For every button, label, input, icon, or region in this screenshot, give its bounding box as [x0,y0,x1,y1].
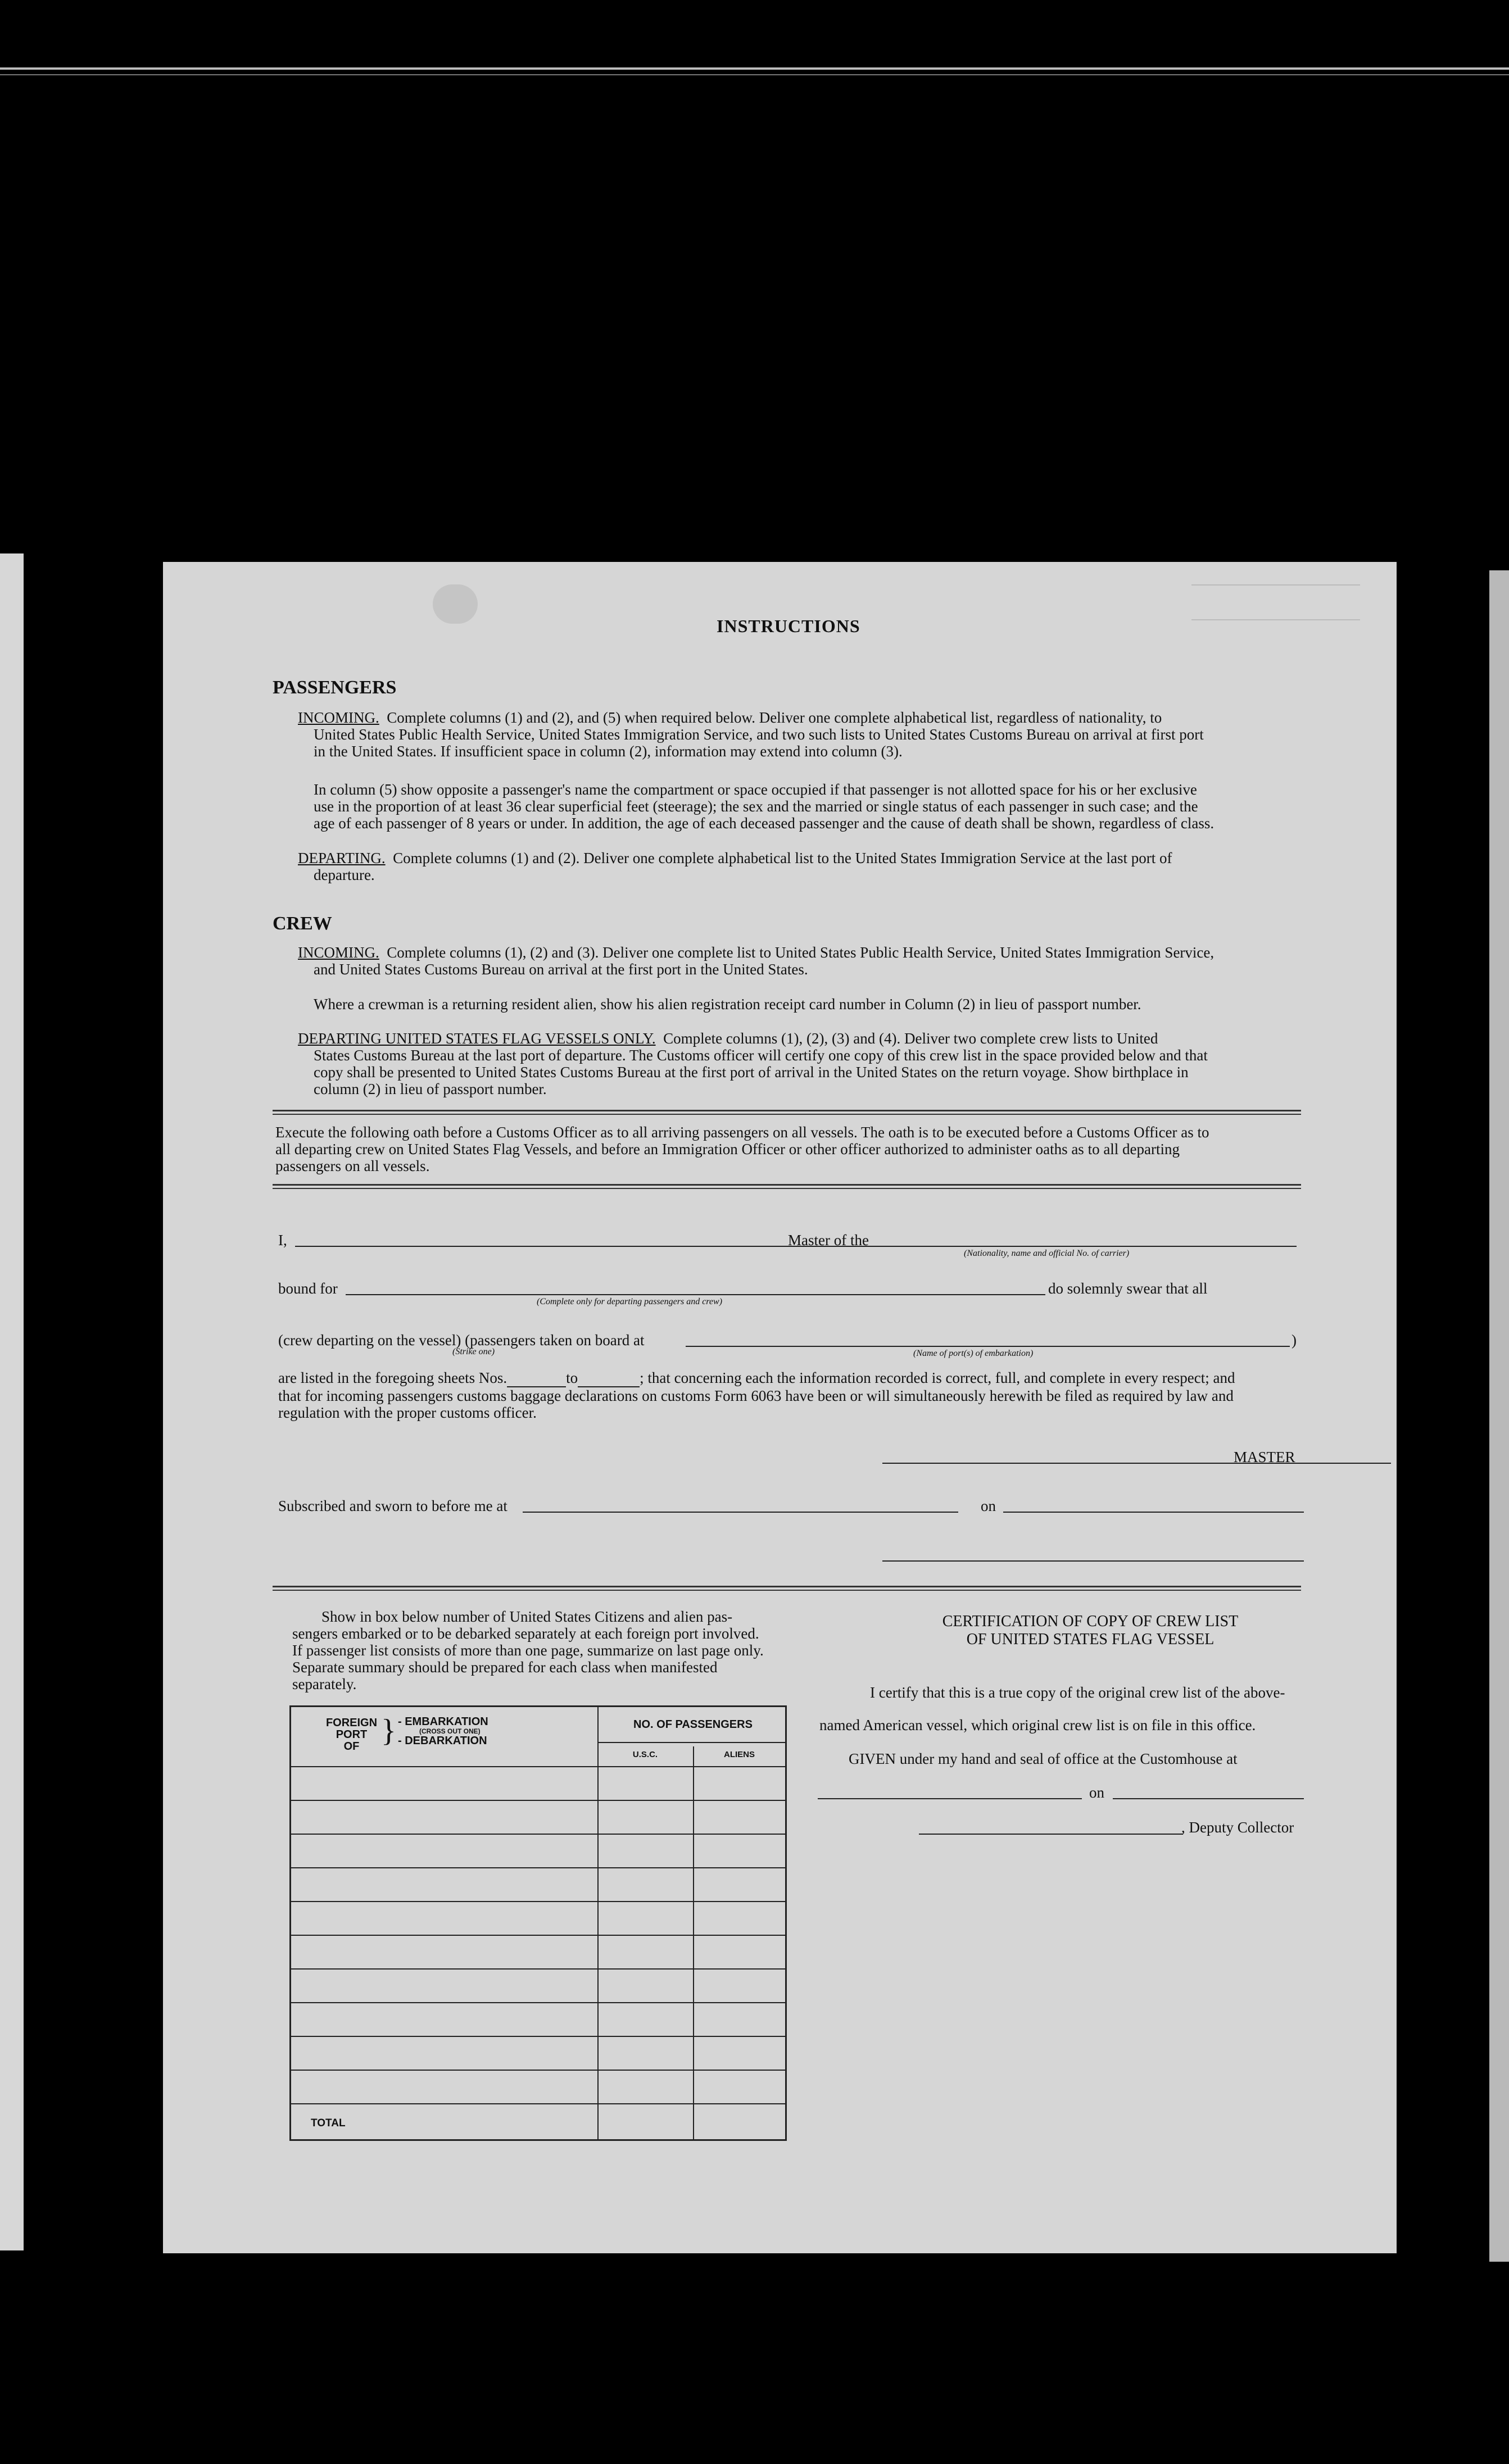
sworn-date-field[interactable] [1003,1512,1304,1513]
oath-intro-1: Execute the following oath before a Customs Officer as to all arriving passengers on all vessels. The oath is to be executed before a Customs Officer as to [275,1124,1209,1141]
table-subheader-divider [597,1742,785,1743]
oath-intro-3: passengers on all vessels. [275,1158,430,1174]
table-row-line [291,2103,785,2104]
oath-i-label: I, [278,1232,287,1249]
master-signature-line[interactable] [882,1463,1391,1464]
divider [273,1188,1301,1189]
sworn-place-field[interactable] [523,1512,958,1513]
crew-departing-text-3: copy shall be presented to United States Customs Bureau at the first port of arrival in the United States on the return voyage. Show birthplace in [314,1064,1189,1081]
strike-one-hint: (Strike one) [452,1347,495,1356]
deputy-collector-label: , Deputy Collector [1181,1819,1294,1836]
crew-departing-label: DEPARTING UNITED STATES FLAG VESSELS ONLY. [298,1030,656,1047]
certification-title [835,1613,1346,1649]
subscribed-label: Subscribed and sworn to before me at [278,1498,507,1514]
oath-intro-paragraph [275,1124,1304,1174]
summary-note-5: separately. [292,1676,357,1692]
table-col-divider [597,1707,599,2139]
crew-departing-paragraph [298,1030,1354,1097]
carrier-field[interactable] [881,1246,1297,1247]
passengers-heading: PASSENGERS [273,677,397,698]
customhouse-field[interactable] [818,1798,1082,1799]
cert-date-field[interactable] [1113,1798,1304,1799]
bleed-through-seal [433,584,478,624]
table-row-line [291,1935,785,1936]
debarkation-label: - DEBARKATION [398,1735,487,1747]
foreign-label: FOREIGN [325,1717,378,1729]
table-row-line [291,1834,785,1835]
table-row-line [291,1867,785,1868]
certify-line-2: named American vessel, which original crew list is on file in this office. [819,1717,1256,1734]
col5-text-2: use in the proportion of at least 36 clear superficial feet (steerage); the sex and the married or single status of each passenger in such case; and the [314,798,1198,815]
top-rule-secondary [0,74,1509,75]
table-col-divider [693,1746,694,2139]
foreign-port-header [325,1717,378,1753]
cert-on-label: on [1089,1784,1104,1801]
table-row-line [291,2002,785,2003]
document-page [163,562,1397,2253]
passengers-incoming-text-1: Complete columns (1) and (2), and (5) when required below. Deliver one complete alphabetical list, regardless of nationality, to [387,709,1162,726]
adjacent-page-edge-left [0,553,24,2250]
page-title: INSTRUCTIONS [717,616,860,636]
embark-debark-header [398,1716,488,1746]
table-row-line [291,1800,785,1801]
deputy-signature-field[interactable] [919,1834,1183,1835]
passengers-departing-text-1: Complete columns (1) and (2). Deliver one complete alphabetical list to the United States Immigration Service at the last port of [393,850,1172,866]
divider [273,1586,1301,1587]
crew-incoming-paragraph [298,944,1354,978]
crew-heading: CREW [273,913,332,934]
total-label: TOTAL [311,2117,346,2129]
listed-text: are listed in the foregoing sheets Nos. [278,1369,507,1386]
master-label: MASTER [1234,1449,1295,1465]
crew-incoming-text-2: and United States Customs Bureau on arrival at the first port in the United States. [314,961,808,978]
of-label: OF [343,1740,360,1753]
divider [273,1114,1301,1115]
embarkation-port-hint: (Name of port(s) of embarkation) [913,1349,1034,1358]
crew-incoming-text-1: Complete columns (1), (2) and (3). Deliver one complete list to United States Public Health Service, United States Immigration Service, [387,944,1215,961]
bleed-through-stamp [1191,584,1360,620]
carrier-hint: (Nationality, name and official No. of carrier) [964,1249,1130,1258]
on-label: on [981,1498,996,1514]
swear-text: do solemnly swear that all [1048,1280,1208,1297]
summary-note-4: Separate summary should be prepared for each class when manifested [292,1659,718,1676]
sheet-from-field[interactable] [507,1369,566,1387]
passengers-incoming-text-2: United States Public Health Service, United States Immigration Service, and two such lists to United States Customs Bureau on arrival at first port [314,726,1204,743]
divider [273,1110,1301,1111]
summary-note-2: sengers embarked or to be debarked separately at each foreign port involved. [292,1625,759,1642]
officer-signature-line[interactable] [882,1560,1304,1562]
oath-intro-2: all departing crew on United States Flag Vessels, and before an Immigration Officer or other officer authorized to administer oaths as to all departing [275,1141,1180,1158]
passengers-incoming-text-3: in the United States. If insufficient space in column (2), information may extend into column (3). [314,743,903,760]
table-header-divider [291,1766,785,1767]
aliens-header: ALIENS [723,1750,755,1759]
no-passengers-header: NO. OF PASSENGERS [633,1718,753,1731]
embarkation-label: - EMBARKATION [398,1716,488,1728]
divider [273,1184,1301,1186]
oath-line-3: regulation with the proper customs officer. [278,1404,537,1421]
to-text: to [566,1369,578,1386]
cross-out-label: (CROSS OUT ONE) [419,1727,481,1735]
port-label: PORT [336,1728,368,1741]
oath-statement [278,1369,1307,1421]
sheet-to-field[interactable] [578,1369,640,1387]
summary-note-3: If passenger list consists of more than one page, summarize on last page only. [292,1642,764,1659]
destination-field[interactable] [346,1294,1045,1295]
passengers-departing-text-2: departure. [314,866,375,883]
crew-incoming-label: INCOMING. [298,944,379,961]
crew-departing-text-2: States Customs Bureau at the last port of departure. The Customs officer will certify one copy of this crew list in the space provided below and that [314,1047,1208,1064]
master-of-label: Master of the [788,1232,869,1249]
passenger-summary-table [289,1705,787,2141]
summary-note-1: Show in box below number of United States Citizens and alien pas- [321,1608,733,1625]
table-row-line [291,1968,785,1970]
passengers-incoming-paragraph [298,709,1354,760]
certification-title-1: CERTIFICATION OF COPY OF CREW LIST [942,1613,1239,1630]
table-row-line [291,2070,785,2071]
bound-for-label: bound for [278,1280,338,1297]
brace-icon: } [381,1713,396,1748]
listed-rest-text: ; that concerning each the information recorded is correct, full, and complete in every respect; and [640,1369,1235,1386]
certify-line-3: GIVEN under my hand and seal of office at the Customhouse at [849,1750,1238,1767]
crew-resident-text: Where a crewman is a returning resident alien, show his alien registration receipt card number in Column (2) in lieu of passport number. [314,996,1141,1013]
passengers-departing-label: DEPARTING. [298,850,386,866]
passengers-incoming-label: INCOMING. [298,709,379,726]
divider [273,1590,1301,1591]
col5-text-3: age of each passenger of 8 years or under. In addition, the age of each deceased passenger and the cause of death shall be shown, regardless of class. [314,815,1215,832]
top-rule [0,67,1509,70]
passengers-departing-paragraph [298,850,1354,883]
col5-text-1: In column (5) show opposite a passenger's name the compartment or space occupied if that passenger is not allotted space for his or her exclusive [314,781,1197,798]
destination-hint: (Complete only for departing passengers and crew) [537,1297,723,1306]
oath-line-2: that for incoming passengers customs baggage declarations on customs Form 6063 have been or will simultaneously herewith be filed as required by law and [278,1387,1234,1404]
crew-departing-text-4: column (2) in lieu of passport number. [314,1081,547,1097]
close-paren: ) [1292,1332,1297,1349]
crew-departing-text-1: Complete columns (1), (2), (3) and (4). Deliver two complete crew lists to United [663,1030,1158,1047]
summary-note [292,1608,792,1692]
crew-passengers-text: (crew departing on the vessel) (passengers taken on board at [278,1332,645,1349]
passengers-column5-paragraph [314,781,1353,832]
adjacent-page-edge-right [1489,570,1509,2262]
table-row-line [291,1901,785,1902]
table-row-line [291,2036,785,2037]
certify-line-1: I certify that this is a true copy of the original crew list of the above- [870,1684,1285,1701]
usc-header: U.S.C. [632,1750,658,1759]
embarkation-port-field[interactable] [686,1346,1290,1347]
certification-title-2: OF UNITED STATES FLAG VESSEL [966,1631,1215,1648]
